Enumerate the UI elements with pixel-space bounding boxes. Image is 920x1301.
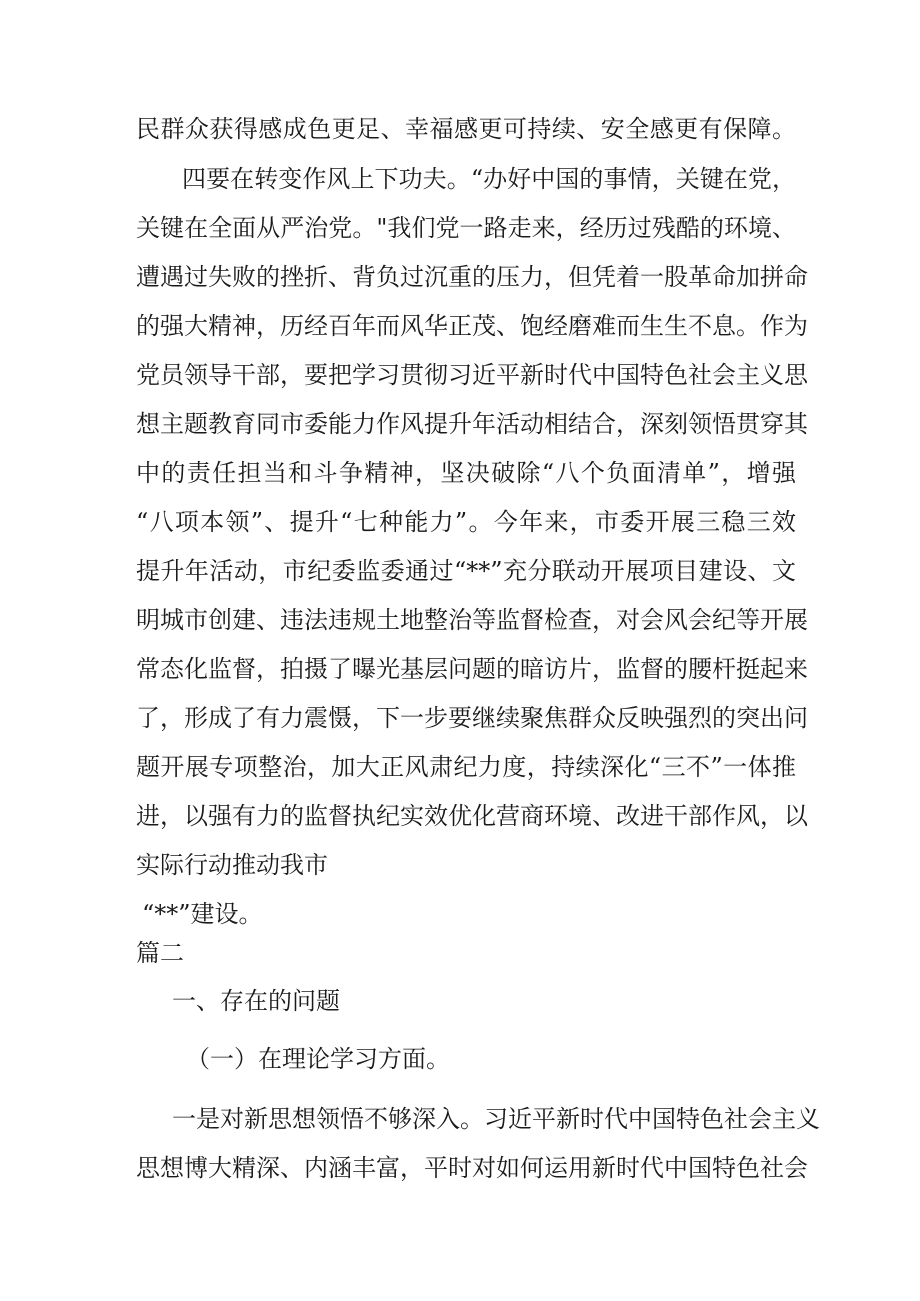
- paragraph-line: 四要在转变作风上下功夫。“办好中国的事情，关键在党，: [182, 165, 796, 193]
- paragraph-line: 中的责任担当和斗争精神，坚决破除“八个负面清单”，增强: [136, 459, 796, 487]
- paragraph-line: 的强大精神，历经百年而风华正茂、饱经磨难而生生不息。作为: [136, 312, 808, 340]
- paragraph-line: 实际行动推动我市: [136, 851, 328, 879]
- paragraph-line: 一是对新思想领悟不够深入。习近平新时代中国特色社会主义: [172, 1105, 820, 1133]
- subsection-heading: （一）在理论学习方面。: [186, 1045, 450, 1073]
- paragraph-line: 民群众获得感成色更足、幸福感更可持续、安全感更有保障。: [136, 115, 796, 143]
- paragraph-line: 想主题教育同市委能力作风提升年活动相结合，深刻领悟贯穿其: [136, 410, 808, 438]
- paragraph-line: 了，形成了有力震慑，下一步要继续聚焦群众反映强烈的突出问: [136, 704, 808, 732]
- subsection-heading: 一、存在的问题: [172, 987, 340, 1015]
- section-heading: 篇二: [136, 939, 184, 967]
- paragraph-line: 思想博大精深、内涵丰富，平时对如何运用新时代中国特色社会: [136, 1154, 808, 1182]
- paragraph-line: 明城市创建、违法违规土地整治等监督检查，对会风会纪等开展: [136, 606, 808, 634]
- paragraph-line: “**”建设。: [142, 900, 263, 928]
- paragraph-line: 党员领导干部，要把学习贯彻习近平新时代中国特色社会主义思: [136, 361, 808, 389]
- paragraph-line: “八项本领”、提升“七种能力”。今年来，市委开展三稳三效: [136, 508, 796, 536]
- paragraph-line: 遭遇过失败的挫折、背负过沉重的压力，但凭着一股革命加拼命: [136, 263, 808, 291]
- paragraph-line: 题开展专项整治，加大正风肃纪力度，持续深化“三不”一体推: [136, 753, 796, 781]
- paragraph-line: 提升年活动，市纪委监委通过“**”充分联动开展项目建设、文: [136, 557, 796, 585]
- paragraph-line: 常态化监督，拍摄了曝光基层问题的暗访片，监督的腰杆挺起来: [136, 655, 808, 683]
- paragraph-line: 进，以强有力的监督执纪实效优化营商环境、改进干部作风，以: [136, 802, 808, 830]
- paragraph-line: 关键在全面从严治党。"我们党一路走来，经历过残酷的环境、: [136, 214, 796, 242]
